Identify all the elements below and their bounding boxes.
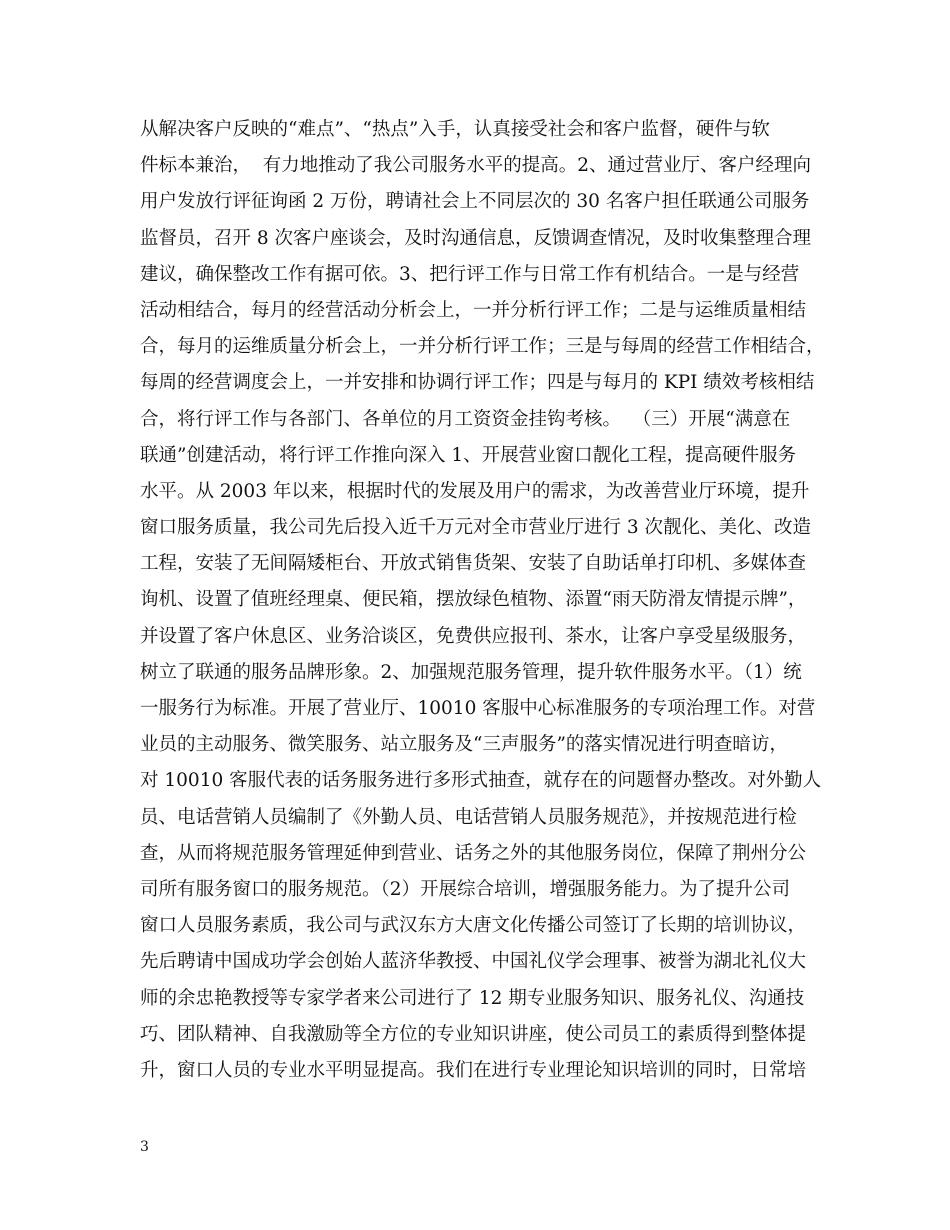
- text-line: 件标本兼治， 有力地推动了我公司服务水平的提高。2、通过营业厅、客户经理向: [140, 155, 812, 177]
- text-line: 先后聘请中国成功学会创始人蓝济华教授、中国礼仪学会理事、被誉为湖北礼仪大: [140, 951, 807, 973]
- text-line: 树立了联通的服务品牌形象。2、加强规范服务管理，提升软件服务水平。（1）统: [140, 661, 802, 683]
- text-line: 窗口服务质量，我公司先后投入近千万元对全市营业厅进行 3 次靓化、美化、改造: [140, 517, 812, 539]
- text-line: 师的余忠艳教授等专家学者来公司进行了 12 期专业服务知识、服务礼仪、沟通技: [140, 987, 805, 1009]
- text-line: 巧、团队精神、自我激励等全方位的专业知识讲座，使公司员工的素质得到整体提: [140, 1023, 807, 1045]
- text-line: 升，窗口人员的专业水平明显提高。我们在进行专业理论知识培训的同时，日常培: [140, 1059, 807, 1081]
- text-line: 用户发放行评征询函 2 万份，聘请社会上不同层次的 30 名客户担任联通公司服务: [140, 191, 810, 213]
- page-number: 3: [140, 1139, 149, 1155]
- text-line: 从解决客户反映的“难点”、“热点”入手，认真接受社会和客户监督，硬件与软: [140, 119, 770, 140]
- text-line: 一服务行为标准。开展了营业厅、10010 客服中心标准服务的专项治理工作。对营: [140, 698, 816, 719]
- text-line: 合，每月的运维质量分析会上，一并分析行评工作；三是与每周的经营工作相结合，: [140, 336, 825, 358]
- text-line: 建议，确保整改工作有据可依。3、把行评工作与日常工作有机结合。一是与经营: [140, 263, 800, 285]
- text-line: 活动相结合，每月的经营活动分析会上，一并分析行评工作；二是与运维质量相结: [140, 299, 807, 321]
- text-line: 监督员，召开 8 次客户座谈会，及时沟通信息，反馈调查情况，及时收集整理合理: [140, 227, 812, 249]
- text-line: 业员的主动服务、微笑服务、站立服务及“三声服务”的落实情况进行明查暗访，: [140, 734, 788, 756]
- text-line: 每周的经营调度会上，一并安排和协调行评工作；四是与每月的 KPI 绩效考核相结: [140, 372, 815, 394]
- text-line: 窗口人员服务素质，我公司与武汉东方大唐文化传播公司签订了长期的培训协议，: [140, 915, 807, 937]
- text-line: 员、电话营销人员编制了《外勤人员、电话营销人员服务规范》，并按规范进行检: [140, 806, 797, 828]
- text-line: 联通”创建活动，将行评工作推向深入 1、开展营业窗口靓化工程，提高硬件服务: [140, 444, 797, 466]
- text-line: 对 10010 客服代表的话务服务进行多形式抽查，就存在的问题督办整改。对外勤人: [140, 770, 822, 792]
- text-line: 水平。从 2003 年以来，根据时代的发展及用户的需求，为改善营业厅环境，提升: [140, 480, 810, 502]
- text-line: 合，将行评工作与各部门、各单位的月工资资金挂钩考核。 （三）开展“满意在: [140, 408, 791, 430]
- text-line: 询机、设置了值班经理桌、便民箱，摆放绿色植物、添置“雨天防滑友情提示牌”，: [140, 589, 807, 611]
- text-line: 工程，安装了无间隔矮柜台、开放式销售货架、安装了自助话单打印机、多媒体查: [140, 553, 807, 575]
- text-line: 查，从而将规范服务管理延伸到营业、话务之外的其他服务岗位，保障了荆州分公: [140, 842, 807, 864]
- body-text: [140, 112, 840, 1089]
- text-line: 司所有服务窗口的服务规范。（2）开展综合培训，增强服务能力。为了提升公司: [140, 878, 791, 900]
- text-line: 并设置了客户休息区、业务洽谈区，免费供应报刊、茶水，让客户享受星级服务，: [140, 625, 807, 647]
